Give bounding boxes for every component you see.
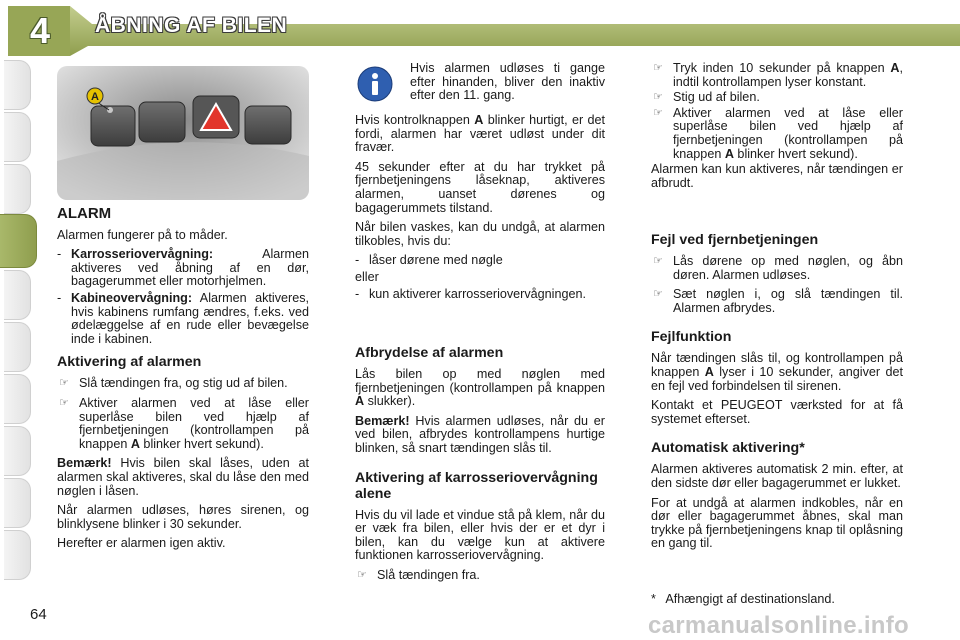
- column-middle-lower: [355, 345, 605, 589]
- pointing-hand-icon: ☞: [653, 288, 663, 301]
- pointing-hand-icon: ☞: [653, 255, 663, 267]
- section-title-deactivation: Afbrydelse af alarmen: [355, 345, 504, 361]
- dashboard-photo: [57, 66, 309, 200]
- body-only-step: ☞ Slå tændingen fra.: [357, 567, 480, 582]
- note-key-lock: Bemærk! Hvis bilen skal låses, uden at alarmen skal aktiveres, skal du låse den med nøglen i låsen.: [57, 456, 309, 498]
- activation-step-2: ☞ Aktiver alarmen ved at låse eller superlåse bilen ved hjælp af fjernbetjeningen (kontrollampen på knappen A blinker hvert sekund).: [59, 395, 309, 451]
- after-text: Herefter er alarmen igen aktiv.: [57, 536, 226, 551]
- body-step-3: ☞ Aktiver alarmen ved at låse eller superlåse bilen ved hjælp af fjernbetjeningen (kontrollampen på knappen A blinker hvert sekund).: [653, 105, 903, 161]
- chapter-tab-4-active[interactable]: [0, 214, 37, 268]
- chapter-tab-2[interactable]: [4, 112, 31, 162]
- pointing-hand-icon: ☞: [653, 91, 663, 104]
- section-title-activation: Aktivering af alarmen: [57, 354, 202, 371]
- siren-text: Når alarmen udløses, høres sirenen, og blinklysene blinker i 30 sekunder.: [57, 503, 309, 531]
- section-title-body-only: Aktivering af karrosseriovervågning alene: [355, 469, 598, 502]
- pointing-hand-icon: ☞: [59, 377, 69, 390]
- wash-text: Når bilen vaskes, kan du undgå, at alarmen tilkobles, hvis du:: [355, 220, 605, 248]
- footnote: [651, 593, 903, 607]
- deactivation-text: Lås bilen op med nøglen med fjernbetjeningen (kontrollampen på knappen A slukker).: [355, 367, 605, 409]
- auto-activation-text-1: Alarmen aktiveres automatisk 2 min. efter, at den sidste dør eller bagagerummet er lukket.: [651, 462, 903, 490]
- activation-step-1: ☞ Slå tændingen fra, og stig ud af bilen.: [59, 376, 288, 391]
- callout-label-a: A: [91, 91, 99, 103]
- auto-45s-text: 45 sekunder efter at du har trykket på fjernbetjeningens låseknap, aktiveres alarmen, uanset dørenes og bagagerummets tilstand.: [355, 159, 605, 215]
- chapter-tab-1[interactable]: [4, 60, 31, 110]
- alarm-mode-2: - Kabineovervågning: Alarmen aktiveres, hvis kabinens rumfang ændres, f.eks. ved ødelæggelse af en rude eller bevægelse inde i kabinen.: [57, 290, 309, 346]
- column-right-lower: [651, 232, 903, 557]
- note-deactivation: Bemærk! Hvis alarmen udløses, når du er ved bilen, afbrydes kontrollampens hurtige blinken, så snart tændingen slås til.: [355, 413, 605, 455]
- header-bar: [0, 0, 960, 58]
- malfunction-text: Når tændingen slås til, og kontrollampen på knappen A lyser i 10 sekunder, angiver det en fejl ved forbindelsen til sirenen.: [651, 351, 903, 393]
- auto-activation-text-2: For at undgå at alarmen indkobles, når en dør eller bagagerummet åbnes, skal man trykke på fjernbetjeningens knap til oplåsning en gang til.: [651, 495, 903, 551]
- info-text: Hvis alarmen udløses ti gange efter hinanden, bliver den inaktiv efter den 11. gang.: [410, 61, 605, 103]
- body-only-text: Hvis du vil lade et vindue stå på klem, når du er væk fra bilen, eller hvis der er et dyr i bilen, kan du vælge kun at aktivere funktionen karrosseriovervågning.: [355, 507, 605, 563]
- remote-fault-step-2: ☞ Sæt nøglen i, og slå tændingen til. Alarmen afbrydes.: [653, 287, 903, 315]
- body-step-2: ☞ Stig ud af bilen.: [653, 90, 760, 105]
- or-text: eller: [355, 269, 379, 284]
- page-title: ÅBNING AF BILEN: [95, 14, 288, 37]
- chapter-tab-7[interactable]: [4, 374, 31, 424]
- section-title-malfunction: Fejlfunktion: [651, 329, 732, 346]
- pointing-hand-icon: ☞: [357, 568, 367, 581]
- wash-option-2: - kun aktiverer karrosseriovervågningen.: [355, 286, 586, 301]
- section-title-alarm: ALARM: [57, 205, 112, 222]
- chapter-tab-9[interactable]: [4, 478, 31, 528]
- wash-option-1: - låser dørene med nøgle: [355, 253, 503, 268]
- chapter-tab-10[interactable]: [4, 530, 31, 580]
- chapter-tab-8[interactable]: [4, 426, 31, 476]
- alarm-intro: Alarmen fungerer på to måder.: [57, 227, 228, 242]
- mode2-text: Alarmen aktiveres, hvis kabinens rumfang ændres, f.eks. ved ødelæggelse af en rude eller bevægelse inde i kabinen.: [71, 290, 309, 346]
- column-left: [57, 207, 309, 557]
- blink-fast-text: Hvis kontrolknappen A blinker hurtigt, er det fordi, alarmen har været udløst under dit fravær.: [355, 113, 605, 155]
- chapter-tabs: [0, 60, 34, 580]
- body-step-1: ☞ Tryk inden 10 sekunder på knappen A, indtil kontrollampen lyser konstant.: [653, 61, 903, 89]
- remote-fault-step-1: ☞ Lås dørene op med nøglen, og åbn døren. Alarmen udløses.: [653, 254, 903, 282]
- section-title-auto-activation: Automatisk aktivering*: [651, 440, 805, 457]
- column-middle: [355, 114, 605, 304]
- info-box: [410, 62, 605, 109]
- chapter-tab-6[interactable]: [4, 322, 31, 372]
- page-number: 64: [30, 606, 47, 623]
- pointing-hand-icon: ☞: [59, 396, 69, 409]
- mode1-label: Karrosseriovervågning:: [71, 247, 214, 262]
- footnote-mark: *: [651, 592, 656, 606]
- footnote-text: Afhængigt af destinationsland.: [665, 592, 835, 606]
- mode1-text: Alarmen aktiveres ved åbning af en dør, bagagerummet eller motorhjelmen.: [71, 247, 309, 289]
- info-icon: [357, 66, 393, 102]
- ignition-off-text: Alarmen kan kun aktiveres, når tændingen er afbrudt.: [651, 162, 903, 190]
- contact-dealer-text: Kontakt et PEUGEOT værksted for at få systemet efterset.: [651, 398, 903, 426]
- chapter-number-badge: [14, 8, 66, 54]
- chapter-number: 4: [29, 10, 51, 51]
- pointing-hand-icon: ☞: [653, 62, 663, 74]
- alarm-mode-1: - Karrosseriovervågning: Alarmen aktiveres ved åbning af en dør, bagagerummet eller motorhjelmen.: [57, 247, 309, 289]
- chapter-tab-3[interactable]: [4, 164, 31, 214]
- section-title-remote-fault: Fejl ved fjernbetjeningen: [651, 232, 819, 248]
- column-right: [651, 62, 903, 196]
- mode2-label: Kabineovervågning:: [71, 290, 193, 305]
- watermark: carmanualsonline.info: [648, 612, 910, 639]
- chapter-tab-5[interactable]: [4, 270, 31, 320]
- pointing-hand-icon: ☞: [653, 106, 663, 119]
